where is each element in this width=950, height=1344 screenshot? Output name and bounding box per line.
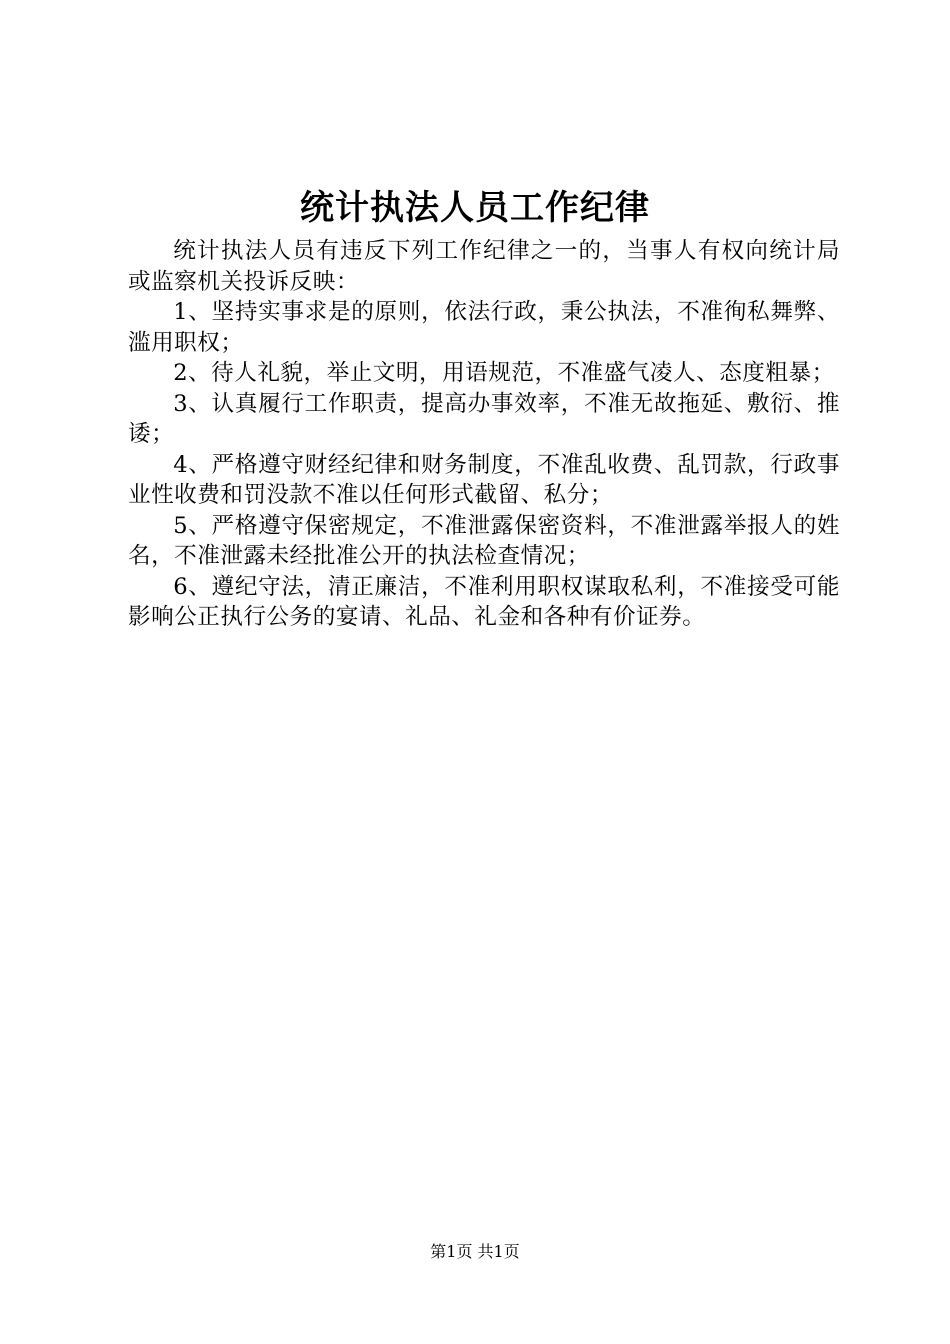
paragraph-item-1: 1、坚持实事求是的原则，依法行政，秉公执法，不准徇私舞弊、滥用职权； — [128, 299, 840, 356]
paragraph-item-2: 2、待人礼貌，举止文明，用语规范，不准盛气凌人、态度粗暴； — [173, 360, 835, 386]
paragraph-item-5: 5、严格遵守保密规定，不准泄露保密资料，不准泄露举报人的姓名，不准泄露未经批准公开的执法检查情况； — [128, 512, 840, 569]
page-footer: 第1页 共1页 — [430, 1242, 520, 1261]
document-title: 统计执法人员工作纪律 — [300, 188, 650, 228]
paragraph-item-4: 4、严格遵守财经纪律和财务制度，不准乱收费、乱罚款，行政事业性收费和罚没款不准以任何形式截留、私分； — [128, 451, 840, 508]
paragraph-intro: 统计执法人员有违反下列工作纪律之一的，当事人有权向统计局或监察机关投诉反映： — [128, 238, 840, 295]
paragraph-item-3: 3、认真履行工作职责，提高办事效率，不准无故拖延、敷衍、推诿； — [128, 390, 840, 447]
paragraph-item-6: 6、遵纪守法，清正廉洁，不准利用职权谋取私利，不准接受可能影响公正执行公务的宴请、礼品、礼金和各种有价证券。 — [128, 573, 840, 630]
document-body — [128, 236, 840, 633]
